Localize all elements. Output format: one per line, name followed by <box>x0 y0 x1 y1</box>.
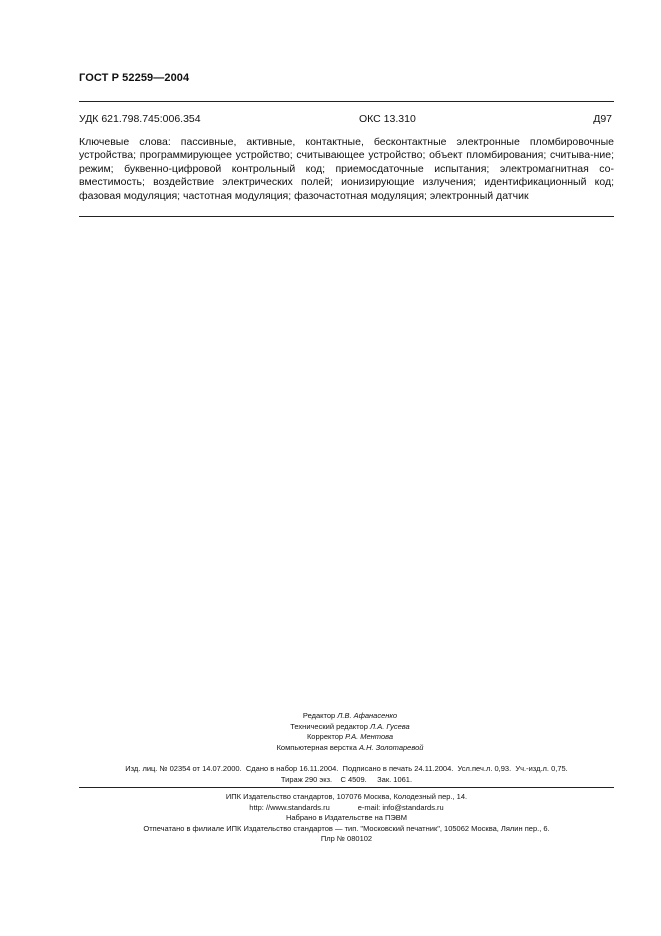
layout-label: Компьютерная верстка <box>276 742 357 752</box>
publisher-typeset: Набрано в Издательстве на ПЭВМ <box>285 813 408 823</box>
publisher-email: e-mail: info@standards.ru <box>357 802 444 812</box>
print-info-line-2: Тираж 290 экз. С 4509. Зак. 1061. <box>280 774 413 784</box>
publisher-contacts <box>79 803 614 814</box>
publisher-printed: Отпечатано в филиале ИПК Издательство стандартов — тип. "Московский печатник", 105062 Москва, Лялин пер., 6. <box>143 823 550 833</box>
print-info-line-1: Изд. лиц. № 02354 от 14.07.2000. Сдано в набор 16.11.2004. Подписано в печать 24.11.2004. Усл.печ.л. 0,93. Уч.-изд.л. 0,75. <box>125 764 568 773</box>
top-divider <box>79 101 614 102</box>
layout-line <box>200 743 500 754</box>
credits-block <box>200 711 500 753</box>
corrector-name: Р.А. Ментова <box>345 732 394 742</box>
publisher-divider <box>79 787 614 788</box>
publisher-block <box>79 792 614 845</box>
corrector-label: Корректор <box>306 732 344 742</box>
keywords-paragraph: Ключевые слова: пассивные, активные, контактные, бесконтактные электронные пломбировочные устройства; программирующее устройство; считывающее устройство; объект пломбирования; считыва-ние; режим; буквенно-цифровой контрольный код; приемосдаточные испытания; электромагнитная со-вместимость; воздействие электрических полей; ионизирующие излучения; идентификационный код; фазовая модуляция; частотная модуляция; фазочастотная модуляция; электронный датчик <box>79 136 614 202</box>
keywords-divider <box>79 216 614 217</box>
editor-name: Л.В. Афанасенко <box>337 711 398 720</box>
publisher-website: http: //www.standards.ru <box>249 802 330 812</box>
publisher-address: ИПК Издательство стандартов, 107076 Москва, Колодезный пер., 14. <box>225 792 468 801</box>
document-code: ГОСТ Р 52259—2004 <box>79 72 190 84</box>
tech-editor-line <box>200 722 500 733</box>
tech-editor-name: Л.А. Гусева <box>369 721 410 731</box>
editor-label: Редактор <box>302 711 336 720</box>
udk-code: УДК 621.798.745:006.354 <box>79 113 201 125</box>
layout-name: А.Н. Золотаревой <box>358 742 424 752</box>
print-info-block <box>79 764 614 785</box>
corrector-line <box>200 732 500 743</box>
editor-line <box>200 711 500 722</box>
classification-row <box>79 113 612 127</box>
oks-code: ОКС 13.310 <box>359 113 416 125</box>
publisher-plr: Плр № 080102 <box>320 834 373 844</box>
tech-editor-label: Технический редактор <box>290 721 368 731</box>
group-code: Д97 <box>593 113 612 125</box>
